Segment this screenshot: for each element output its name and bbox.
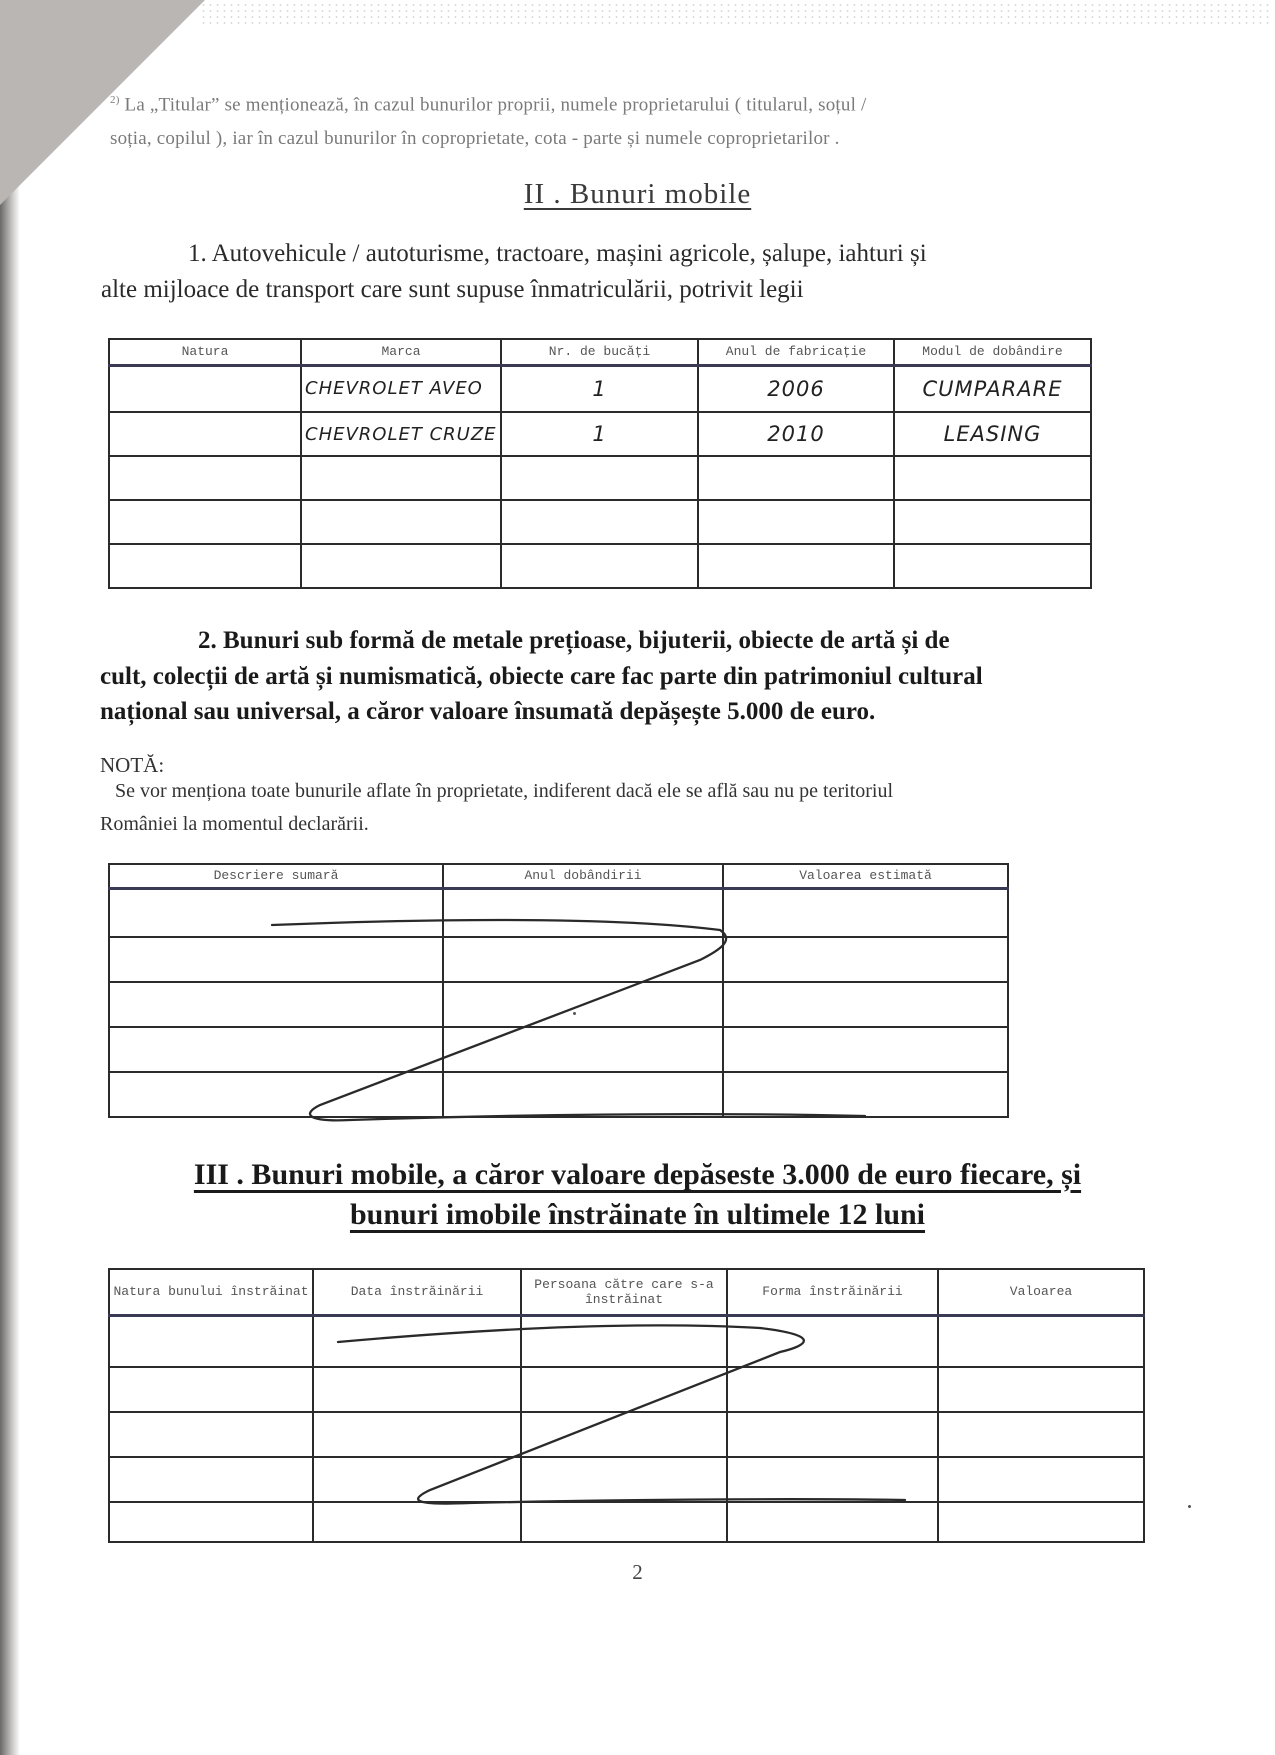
header-marca: Marca	[301, 339, 501, 365]
cell-forma[interactable]	[727, 1367, 938, 1412]
table-row	[109, 412, 1091, 456]
cell-valoarea[interactable]	[723, 1072, 1008, 1117]
cell-valoarea[interactable]	[938, 1315, 1144, 1367]
table-row	[109, 544, 1091, 588]
cell-valoarea[interactable]	[723, 888, 1008, 937]
cell-descriere[interactable]	[109, 1027, 443, 1072]
cell-valoarea[interactable]	[723, 1027, 1008, 1072]
cell-anul[interactable]	[443, 982, 723, 1027]
cell-anul-fabricatie[interactable]	[698, 544, 894, 588]
subsection-2-line-3: național sau universal, a căror valoare însumată depășește 5.000 de euro.	[100, 698, 876, 725]
nota-label: NOTĂ:	[100, 753, 165, 777]
cell-anul[interactable]	[443, 1072, 723, 1117]
cell-valoarea[interactable]	[938, 1457, 1144, 1502]
speck	[1188, 1505, 1191, 1508]
cell-data[interactable]	[313, 1315, 521, 1367]
cell-modul-dobandire[interactable]	[894, 456, 1091, 500]
nota-line-2: României la momentul declarării.	[100, 813, 369, 835]
table-row	[109, 456, 1091, 500]
cell-natura[interactable]	[109, 500, 301, 544]
vehicles-table-header	[109, 339, 1091, 365]
table-row	[109, 1315, 1144, 1367]
header-anul-dobandirii: Anul dobândirii	[443, 864, 723, 888]
header-natura: Natura	[109, 339, 301, 365]
subsection-1-line-1: 1. Autovehicule / autoturisme, tractoare, mașini agricole, șalupe, iahturi și	[188, 240, 927, 267]
page-number: 2	[632, 1560, 643, 1584]
cell-data[interactable]	[313, 1412, 521, 1457]
cell-nr-bucati[interactable]	[501, 456, 698, 500]
table-row	[109, 1412, 1144, 1457]
section-III-heading-line-1	[0, 1158, 1275, 1192]
cell-marca[interactable]: CHEVROLET AVEO	[301, 365, 501, 412]
table-row	[109, 888, 1008, 937]
cell-anul-fabricatie[interactable]	[698, 500, 894, 544]
footnote-marker: 2)	[110, 94, 120, 106]
cell-nr-bucati[interactable]	[501, 544, 698, 588]
speck	[573, 1012, 576, 1015]
cell-nr-bucati[interactable]: 1	[501, 412, 698, 456]
scan-noise	[200, 2, 1270, 24]
cell-anul[interactable]	[443, 1027, 723, 1072]
subsection-1-line-2: alte mijloace de transport care sunt supuse înmatriculării, potrivit legii	[101, 276, 804, 303]
header-valoarea: Valoarea	[938, 1269, 1144, 1315]
table-row	[109, 1072, 1008, 1117]
cell-natura[interactable]	[109, 1367, 313, 1412]
cell-descriere[interactable]	[109, 982, 443, 1027]
header-valoarea-estimata: Valoarea estimată	[723, 864, 1008, 888]
cell-persoana[interactable]	[521, 1412, 727, 1457]
section-III-title-2: bunuri imobile înstrăinate în ultimele 12 luni	[349, 1198, 926, 1231]
header-modul-dobandire: Modul de dobândire	[894, 339, 1091, 365]
subsection-2-line-1: 2. Bunuri sub formă de metale prețioase, bijuterii, obiecte de artă și de	[198, 627, 950, 654]
header-forma-instrainarii: Forma înstrăinării	[727, 1269, 938, 1315]
cell-forma[interactable]	[727, 1315, 938, 1367]
header-nr-bucati: Nr. de bucăți	[501, 339, 698, 365]
cell-persoana[interactable]	[521, 1315, 727, 1367]
cell-descriere[interactable]	[109, 937, 443, 982]
cell-forma[interactable]	[727, 1457, 938, 1502]
alienated-goods-table	[108, 1268, 1145, 1543]
footnote-text-1: La „Titular” se menționează, în cazul bunurilor proprii, numele proprietarului ( titularul, soțul /	[124, 94, 867, 116]
cell-persoana[interactable]	[521, 1367, 727, 1412]
cell-anul-fabricatie[interactable]: 2006	[698, 365, 894, 412]
cell-anul-fabricatie[interactable]	[698, 456, 894, 500]
cell-descriere[interactable]	[109, 888, 443, 937]
cell-anul[interactable]	[443, 888, 723, 937]
cell-data[interactable]	[313, 1367, 521, 1412]
table-row	[109, 937, 1008, 982]
cell-natura[interactable]	[109, 544, 301, 588]
vehicles-table	[108, 338, 1092, 589]
cell-persoana[interactable]	[521, 1502, 727, 1542]
cell-natura[interactable]	[109, 1457, 313, 1502]
section-II-title: II . Bunuri mobile	[523, 178, 752, 210]
cell-natura[interactable]	[109, 1315, 313, 1367]
table-row	[109, 1027, 1008, 1072]
section-II-heading	[0, 178, 1275, 211]
cell-modul-dobandire[interactable]	[894, 544, 1091, 588]
valuables-table	[108, 863, 1009, 1118]
cell-valoarea[interactable]	[938, 1502, 1144, 1542]
cell-nr-bucati[interactable]: 1	[501, 365, 698, 412]
cell-valoarea[interactable]	[938, 1367, 1144, 1412]
cell-modul-dobandire[interactable]	[894, 500, 1091, 544]
header-anul-fabricatie: Anul de fabricație	[698, 339, 894, 365]
cell-marca[interactable]: CHEVROLET CRUZE	[301, 412, 501, 456]
cell-natura[interactable]	[109, 456, 301, 500]
cell-data[interactable]	[313, 1457, 521, 1502]
cell-modul-dobandire[interactable]: LEASING	[894, 412, 1091, 456]
cell-nr-bucati[interactable]	[501, 500, 698, 544]
nota-line-1: Se vor menționa toate bunurile aflate în proprietate, indiferent dacă ele se află sau nu pe teritoriul	[115, 780, 894, 802]
footnote-line-1	[110, 94, 866, 116]
table-row	[109, 1502, 1144, 1542]
table-row	[109, 982, 1008, 1027]
cell-natura[interactable]	[109, 1412, 313, 1457]
header-natura-bunului: Natura bunului înstrăinat	[109, 1269, 313, 1315]
cell-descriere[interactable]	[109, 1072, 443, 1117]
header-persoana: Persoana către care s-a înstrăinat	[521, 1269, 727, 1315]
page-edge-shadow	[0, 0, 20, 1755]
cell-natura[interactable]	[109, 365, 301, 412]
table-row	[109, 500, 1091, 544]
section-III-heading-line-2	[0, 1198, 1275, 1232]
cell-modul-dobandire[interactable]: CUMPARARE	[894, 365, 1091, 412]
cell-valoarea[interactable]	[723, 937, 1008, 982]
footnote-line-2: soția, copilul ), iar în cazul bunurilor în coproprietate, cota - parte și numele coproprietarilor .	[110, 128, 840, 149]
cell-valoarea[interactable]	[723, 982, 1008, 1027]
alienated-goods-table-header	[109, 1269, 1144, 1315]
cell-marca[interactable]	[301, 500, 501, 544]
cell-natura[interactable]	[109, 412, 301, 456]
table-row	[109, 1457, 1144, 1502]
header-descriere-sumara: Descriere sumară	[109, 864, 443, 888]
cell-marca[interactable]	[301, 544, 501, 588]
cell-natura[interactable]	[109, 1502, 313, 1542]
valuables-table-header	[109, 864, 1008, 888]
cell-marca[interactable]	[301, 456, 501, 500]
header-data-instrainarii: Data înstrăinării	[313, 1269, 521, 1315]
cell-persoana[interactable]	[521, 1457, 727, 1502]
cell-valoarea[interactable]	[938, 1412, 1144, 1457]
cell-forma[interactable]	[727, 1412, 938, 1457]
cell-anul[interactable]	[443, 937, 723, 982]
cell-data[interactable]	[313, 1502, 521, 1542]
table-row	[109, 1367, 1144, 1412]
cell-anul-fabricatie[interactable]: 2010	[698, 412, 894, 456]
cell-forma[interactable]	[727, 1502, 938, 1542]
section-III-title-1: III . Bunuri mobile, a căror valoare depăseste 3.000 de euro fiecare, și	[193, 1158, 1082, 1191]
table-row	[109, 365, 1091, 412]
subsection-2-line-2: cult, colecții de artă și numismatică, obiecte care fac parte din patrimoniul cultural	[100, 663, 983, 690]
